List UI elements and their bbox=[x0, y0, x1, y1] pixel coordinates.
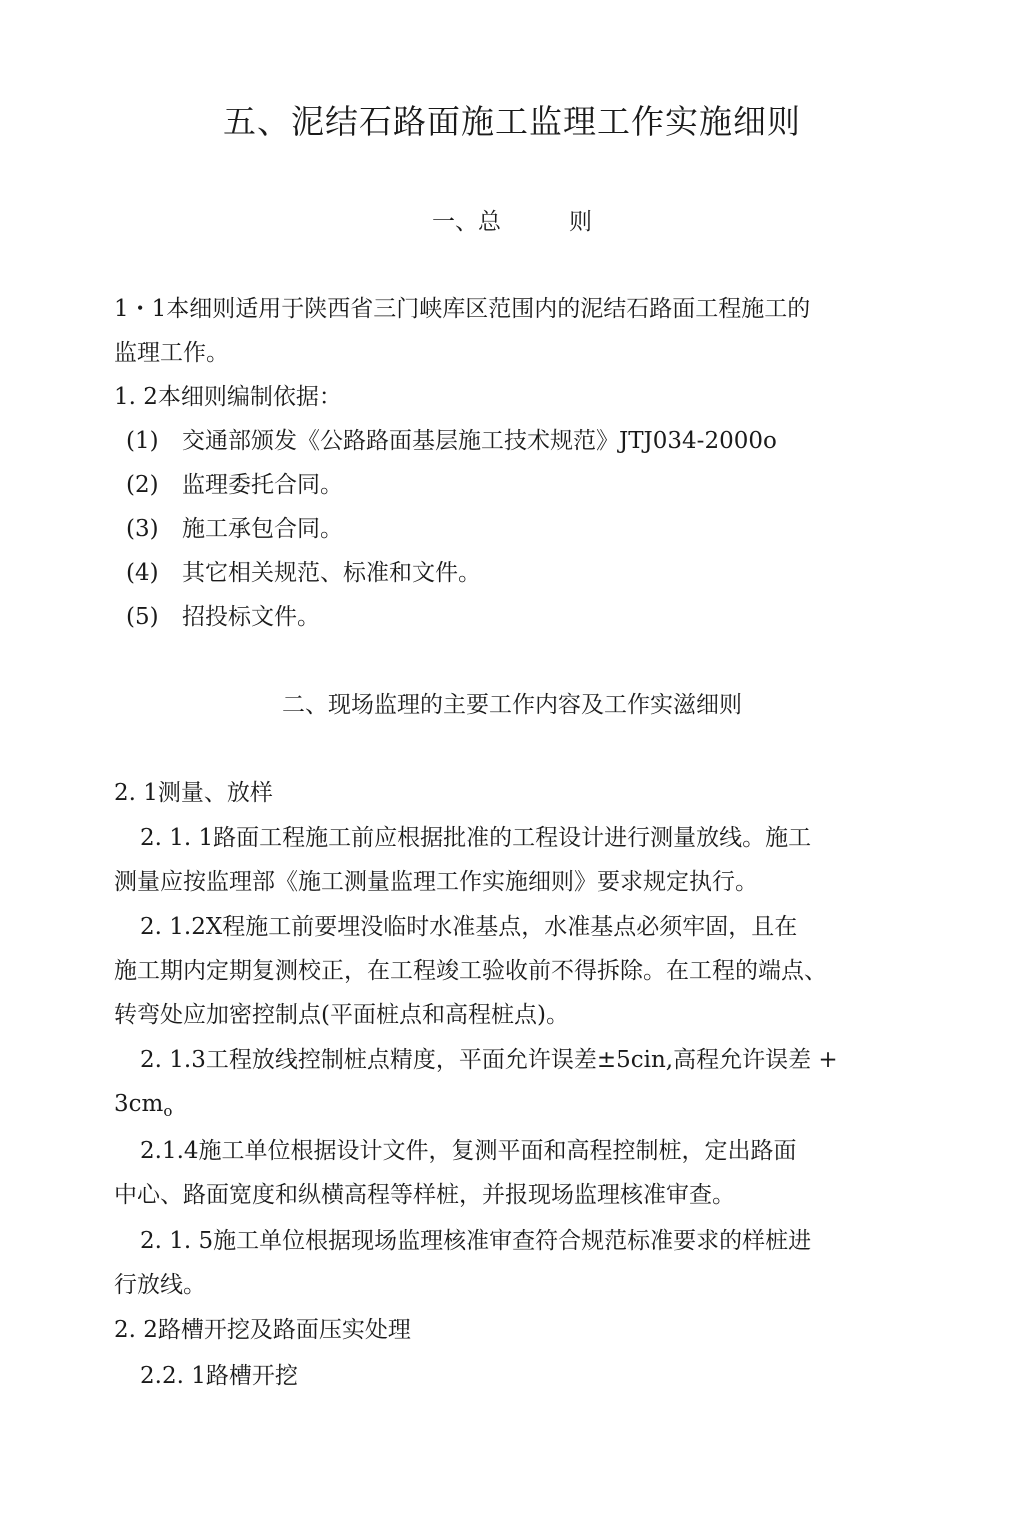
list-item bbox=[126, 600, 320, 634]
paragraph-2-1-5-line-2: 行放线。 bbox=[114, 1272, 206, 1298]
section-2-heading: 二、现场监理的主要工作内容及工作实滋细则 bbox=[282, 692, 742, 718]
list-item-number: (1) bbox=[126, 428, 159, 454]
section-1-heading-left: 一、总 bbox=[432, 209, 501, 235]
list-item bbox=[126, 468, 343, 502]
paragraph-2-1-5-line-1: 2. 1. 5施工单位根据现场监理核准审查符合规范标准要求的样桩进 bbox=[140, 1228, 812, 1254]
paragraph-2-1-3-subscript: o bbox=[163, 1102, 173, 1120]
subsection-2-2: 2. 2路槽开挖及路面压实处理 bbox=[114, 1317, 411, 1343]
subsection-2-1: 2. 1测量、放样 bbox=[114, 780, 273, 806]
paragraph-2-1-1-line-1: 2. 1. 1路面工程施工前应根据批准的工程设计进行测量放线。施工 bbox=[140, 825, 812, 851]
section-1-heading bbox=[0, 205, 1024, 239]
paragraph-2-1-3-line-1: 2. 1.3工程放线控制桩点精度，平面允许误差±5cin,高程允许误差 + bbox=[140, 1047, 838, 1073]
paragraph-2-1-2-line-1: 2. 1.2X程施工前要埋没临时水准基点，水准基点必须牢固，且在 bbox=[140, 914, 798, 940]
paragraph-2-1-3-line-2 bbox=[114, 1087, 172, 1128]
paragraph-1-1-line-2: 监理工作。 bbox=[114, 340, 229, 366]
paragraph-2-1-2-line-2: 施工期内定期复测校正，在工程竣工验收前不得拆除。在工程的端点、 bbox=[114, 958, 827, 984]
paragraph-2-1-3-value: 3cm bbox=[114, 1091, 164, 1117]
list-item-text: 交通部颁发《公路路面基层施工技术规范》JTJ034-2000o bbox=[182, 428, 777, 454]
paragraph-2-1-4-line-2: 中心、路面宽度和纵横高程等样桩，并报现场监理核准审查。 bbox=[114, 1182, 735, 1208]
list-item-number: (3) bbox=[126, 516, 159, 542]
paragraph-2-1-2-line-3: 转弯处应加密控制点(平面桩点和高程桩点)。 bbox=[114, 1002, 569, 1028]
section-1-heading-right: 则 bbox=[569, 209, 592, 235]
paragraph-2-1-4-line-1: 2.1.4施工单位根据设计文件，复测平面和高程控制桩，定出路面 bbox=[140, 1138, 797, 1164]
paragraph-2-1-1-line-2: 测量应按监理部《施工测量监理工作实施细则》要求规定执行。 bbox=[114, 869, 758, 895]
list-item-text: 招投标文件。 bbox=[182, 604, 320, 630]
paragraph-1-2: 1. 2本细则编制依据： bbox=[114, 384, 342, 410]
list-item-number: (2) bbox=[126, 472, 159, 498]
subsection-2-2-1: 2.2. 1路槽开挖 bbox=[140, 1363, 298, 1389]
list-item bbox=[126, 512, 343, 546]
list-item bbox=[126, 424, 777, 458]
list-item bbox=[126, 556, 481, 590]
list-item-number: (4) bbox=[126, 560, 159, 586]
list-item-text: 其它相关规范、标准和文件。 bbox=[182, 560, 481, 586]
list-item-text: 施工承包合同。 bbox=[182, 516, 343, 542]
paragraph-1-1-line-1: 1・1本细则适用于陕西省三门峡库区范围内的泥结石路面工程施工的 bbox=[114, 296, 811, 322]
list-item-text: 监理委托合同。 bbox=[182, 472, 343, 498]
document-title: 五、泥结石路面施工监理工作实施细则 bbox=[223, 102, 801, 141]
list-item-number: (5) bbox=[126, 604, 159, 630]
